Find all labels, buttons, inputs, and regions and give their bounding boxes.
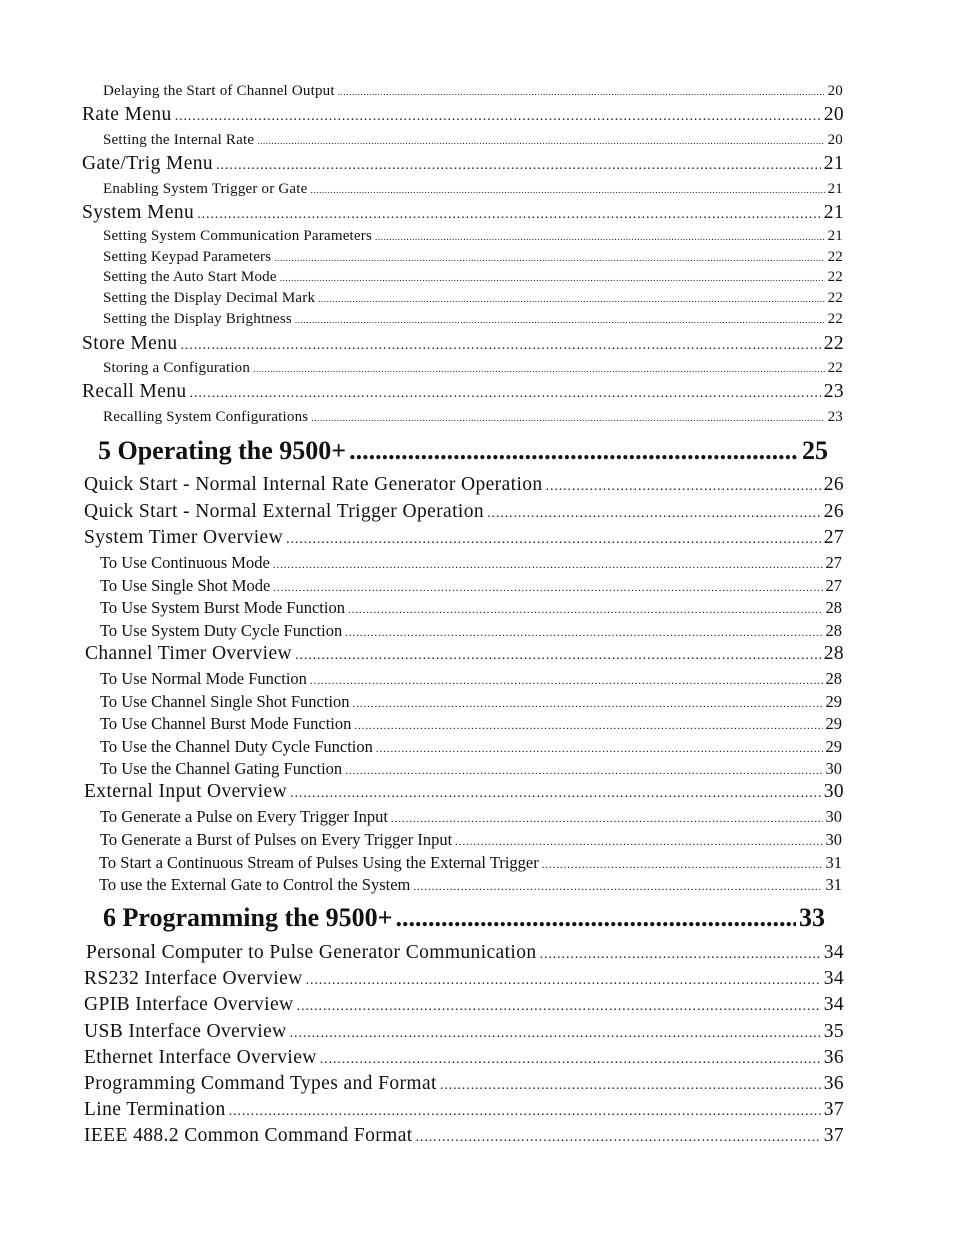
toc-entry-title: Programming Command Types and Format (84, 1073, 437, 1094)
toc-entry-keypad-params[interactable] (103, 249, 843, 266)
leader-dots (546, 474, 821, 496)
leader-dots (318, 290, 824, 307)
toc-entry-page: 35 (823, 1021, 844, 1042)
leader-dots (345, 759, 822, 779)
toc-chapter-title: 6 Programming the 9500+ (103, 903, 393, 932)
toc-entry-display-brightness[interactable] (103, 311, 843, 328)
toc-entry-page: 20 (827, 83, 843, 99)
toc-entry-gate-trig-menu[interactable] (82, 153, 844, 175)
toc-entry-page: 37 (823, 1125, 844, 1146)
leader-dots (375, 228, 825, 245)
toc-entry-title: Rate Menu (82, 104, 172, 125)
toc-entry-quick-start-external[interactable] (84, 501, 844, 523)
toc-entry-page: 26 (823, 474, 844, 495)
leader-dots (540, 942, 821, 964)
toc-entry-title: Setting System Communication Parameters (103, 228, 373, 244)
toc-entry-title: Setting the Display Brightness (103, 311, 292, 327)
toc-entry-external-gate[interactable] (99, 875, 842, 895)
toc-entry-title: To Use System Burst Mode Function (100, 598, 345, 617)
toc-entry-internal-rate[interactable] (103, 132, 843, 149)
toc-entry-burst-every-trigger[interactable] (100, 830, 842, 850)
toc-chapter-6[interactable] (103, 903, 825, 933)
toc-entry-title: Quick Start - Normal Internal Rate Generator Operation (84, 474, 543, 495)
toc-entry-rate-menu[interactable] (82, 104, 844, 126)
leader-dots (320, 1047, 821, 1069)
toc-chapter-page: 33 (799, 903, 825, 932)
toc-entry-external-input[interactable] (84, 781, 844, 803)
leader-dots (190, 381, 821, 403)
toc-entry-ieee-488[interactable] (84, 1125, 844, 1147)
toc-entry-page: 22 (827, 249, 843, 265)
toc-entry-line-termination[interactable] (84, 1099, 844, 1121)
toc-chapter-title: 5 Operating the 9500+ (98, 436, 347, 465)
toc-entry-title: System Timer Overview (84, 527, 284, 548)
toc-entry-channel-burst[interactable] (100, 714, 842, 734)
toc-entry-continuous-stream[interactable] (99, 853, 842, 873)
toc-entry-rs232[interactable] (84, 968, 844, 990)
toc-entry-page: 28 (825, 621, 842, 640)
toc-entry-title: To Use System Duty Cycle Function (100, 621, 343, 640)
toc-entry-page: 28 (823, 643, 844, 664)
toc-entry-title: To Use the Channel Gating Function (100, 759, 343, 778)
toc-entry-system-timer[interactable] (84, 527, 844, 549)
toc-entry-title: Line Termination (84, 1099, 226, 1120)
toc-entry-page: 21 (827, 228, 843, 244)
toc-entry-title: Recall Menu (82, 381, 187, 402)
toc-entry-command-types[interactable] (84, 1073, 844, 1095)
toc-entry-system-duty-cycle[interactable] (100, 621, 842, 641)
toc-entry-title: To Use Channel Burst Mode Function (100, 714, 352, 733)
toc-entry-page: 22 (827, 360, 843, 376)
leader-dots (311, 409, 824, 426)
toc-entry-page: 21 (823, 202, 844, 223)
leader-dots (310, 669, 823, 689)
leader-dots (290, 781, 821, 803)
leader-dots (216, 153, 821, 175)
toc-entry-title: Store Menu (82, 333, 178, 354)
toc-entry-page: 22 (823, 333, 844, 354)
toc-entry-usb[interactable] (84, 1021, 844, 1043)
toc-entry-page: 36 (823, 1047, 844, 1068)
toc-entry-page: 29 (825, 692, 842, 711)
leader-dots (286, 527, 821, 549)
toc-entry-page: 21 (827, 181, 843, 197)
leader-dots (297, 994, 821, 1016)
toc-entry-page: 34 (823, 942, 844, 963)
leader-dots (295, 311, 825, 328)
toc-entry-title: Setting the Internal Rate (103, 132, 255, 148)
toc-entry-title: External Input Overview (84, 781, 288, 802)
leader-dots (416, 1125, 821, 1147)
toc-entry-page: 28 (825, 598, 842, 617)
toc-entry-pulse-every-trigger[interactable] (100, 807, 842, 827)
toc-entry-ethernet[interactable] (84, 1047, 844, 1069)
toc-entry-page: 23 (823, 381, 844, 402)
leader-dots (353, 692, 823, 712)
toc-entry-continuous-mode[interactable] (100, 553, 842, 573)
toc-entry-store-menu[interactable] (82, 333, 844, 355)
toc-entry-page: 26 (823, 501, 844, 522)
toc-entry-page: 30 (825, 830, 842, 849)
toc-entry-title: Ethernet Interface Overview (84, 1047, 317, 1068)
toc-entry-page: 28 (825, 669, 842, 688)
toc-entry-auto-start[interactable] (103, 269, 843, 286)
leader-dots (295, 643, 821, 665)
toc-chapter-page: 25 (802, 436, 828, 465)
toc-entry-page: 29 (825, 737, 842, 756)
toc-entry-title: To Use Continuous Mode (100, 553, 270, 572)
toc-entry-decimal-mark[interactable] (103, 290, 843, 307)
toc-entry-title: Setting the Display Decimal Mark (103, 290, 316, 306)
toc-entry-page: 23 (827, 409, 843, 425)
leader-dots (175, 104, 821, 126)
toc-entry-title: To Start a Continuous Stream of Pulses Using the External Trigger (99, 853, 539, 872)
toc-entry-title: System Menu (82, 202, 195, 223)
toc-entry-page: 36 (823, 1073, 844, 1094)
toc-entry-page: 22 (827, 311, 843, 327)
toc-entry-channel-duty-cycle[interactable] (100, 737, 842, 757)
toc-entry-page: 21 (823, 153, 844, 174)
toc-entry-page: 30 (825, 759, 842, 778)
leader-dots (440, 1073, 821, 1095)
leader-dots (280, 269, 825, 286)
toc-entry-system-burst[interactable] (100, 598, 842, 618)
toc-entry-quick-start-internal[interactable] (84, 474, 844, 496)
leader-dots (311, 181, 825, 198)
toc-entry-title: Quick Start - Normal External Trigger Operation (84, 501, 485, 522)
toc-entry-page: 20 (827, 132, 843, 148)
toc-entry-title: USB Interface Overview (84, 1021, 287, 1042)
toc-entry-page: 22 (827, 290, 843, 306)
leader-dots (376, 737, 823, 757)
leader-dots (197, 202, 820, 224)
toc-entry-title: RS232 Interface Overview (84, 968, 303, 989)
toc-entry-page: 31 (825, 853, 842, 872)
toc-entry-title: To Use Single Shot Mode (100, 576, 271, 595)
leader-dots (345, 621, 822, 641)
toc-entry-page: 27 (823, 527, 844, 548)
toc-entry-enabling-trigger[interactable] (103, 181, 843, 198)
leader-dots (274, 249, 824, 266)
toc-entry-storing-config[interactable] (103, 360, 843, 377)
leader-dots (542, 853, 823, 873)
toc-entry-title: Channel Timer Overview (85, 643, 293, 664)
toc-entry-channel-gating[interactable] (100, 759, 842, 779)
toc-entry-page: 20 (823, 104, 844, 125)
toc-entry-title: Recalling System Configurations (103, 409, 309, 425)
toc-entry-title: To Generate a Burst of Pulses on Every Trigger Input (100, 830, 453, 849)
leader-dots (273, 553, 823, 573)
leader-dots (391, 807, 823, 827)
toc-entry-page: 34 (823, 994, 844, 1015)
leader-dots (349, 436, 799, 466)
toc-entry-title: Setting Keypad Parameters (103, 249, 272, 265)
toc-entry-title: To Generate a Pulse on Every Trigger Input (100, 807, 388, 826)
toc-entry-title: Storing a Configuration (103, 360, 251, 376)
leader-dots (253, 360, 825, 377)
toc-entry-page: 29 (825, 714, 842, 733)
toc-entry-page: 30 (823, 781, 844, 802)
leader-dots (181, 333, 821, 355)
toc-chapter-5[interactable] (98, 436, 828, 466)
leader-dots (229, 1099, 821, 1121)
toc-entry-page: 27 (825, 576, 842, 595)
toc-entry-title: IEEE 488.2 Common Command Format (84, 1125, 413, 1146)
toc-entry-communication-params[interactable] (103, 228, 843, 245)
leader-dots (455, 830, 822, 850)
leader-dots (413, 875, 822, 895)
toc-entry-title: GPIB Interface Overview (84, 994, 294, 1015)
toc-entry-recall-menu[interactable] (82, 381, 844, 403)
toc-entry-page: 37 (823, 1099, 844, 1120)
toc-entry-single-shot[interactable] (100, 576, 842, 596)
toc-entry-title: To Use Channel Single Shot Function (100, 692, 350, 711)
toc-entry-pc-communication[interactable] (86, 942, 844, 964)
toc-entry-normal-mode[interactable] (100, 669, 842, 689)
leader-dots (257, 132, 824, 149)
toc-entry-title: Personal Computer to Pulse Generator Communication (86, 942, 537, 963)
toc-entry-page: 30 (825, 807, 842, 826)
leader-dots (338, 83, 825, 100)
leader-dots (487, 501, 821, 523)
leader-dots (306, 968, 821, 990)
toc-entry-system-menu[interactable] (82, 202, 844, 224)
leader-dots (395, 903, 796, 933)
toc-entry-channel-timer[interactable] (85, 643, 844, 665)
toc-entry-page: 31 (825, 875, 842, 894)
toc-entry-title: To Use the Channel Duty Cycle Function (100, 737, 373, 756)
toc-entry-gpib[interactable] (84, 994, 844, 1016)
leader-dots (348, 598, 823, 618)
toc-entry-title: To Use Normal Mode Function (100, 669, 307, 688)
toc-entry-title: Gate/Trig Menu (82, 153, 214, 174)
leader-dots (273, 576, 822, 596)
toc-entry-title: Enabling System Trigger or Gate (103, 181, 308, 197)
toc-entry-channel-single-shot[interactable] (100, 692, 842, 712)
toc-entry-page: 34 (823, 968, 844, 989)
toc-entry-page: 27 (825, 553, 842, 572)
toc-entry-recalling-config[interactable] (103, 409, 843, 426)
toc-entry-title: To use the External Gate to Control the System (99, 875, 411, 894)
toc-entry-delaying-start[interactable] (103, 83, 843, 100)
toc-entry-title: Setting the Auto Start Mode (103, 269, 277, 285)
leader-dots (290, 1021, 821, 1043)
leader-dots (354, 714, 822, 734)
toc-entry-title: Delaying the Start of Channel Output (103, 83, 335, 99)
toc-entry-page: 22 (827, 269, 843, 285)
